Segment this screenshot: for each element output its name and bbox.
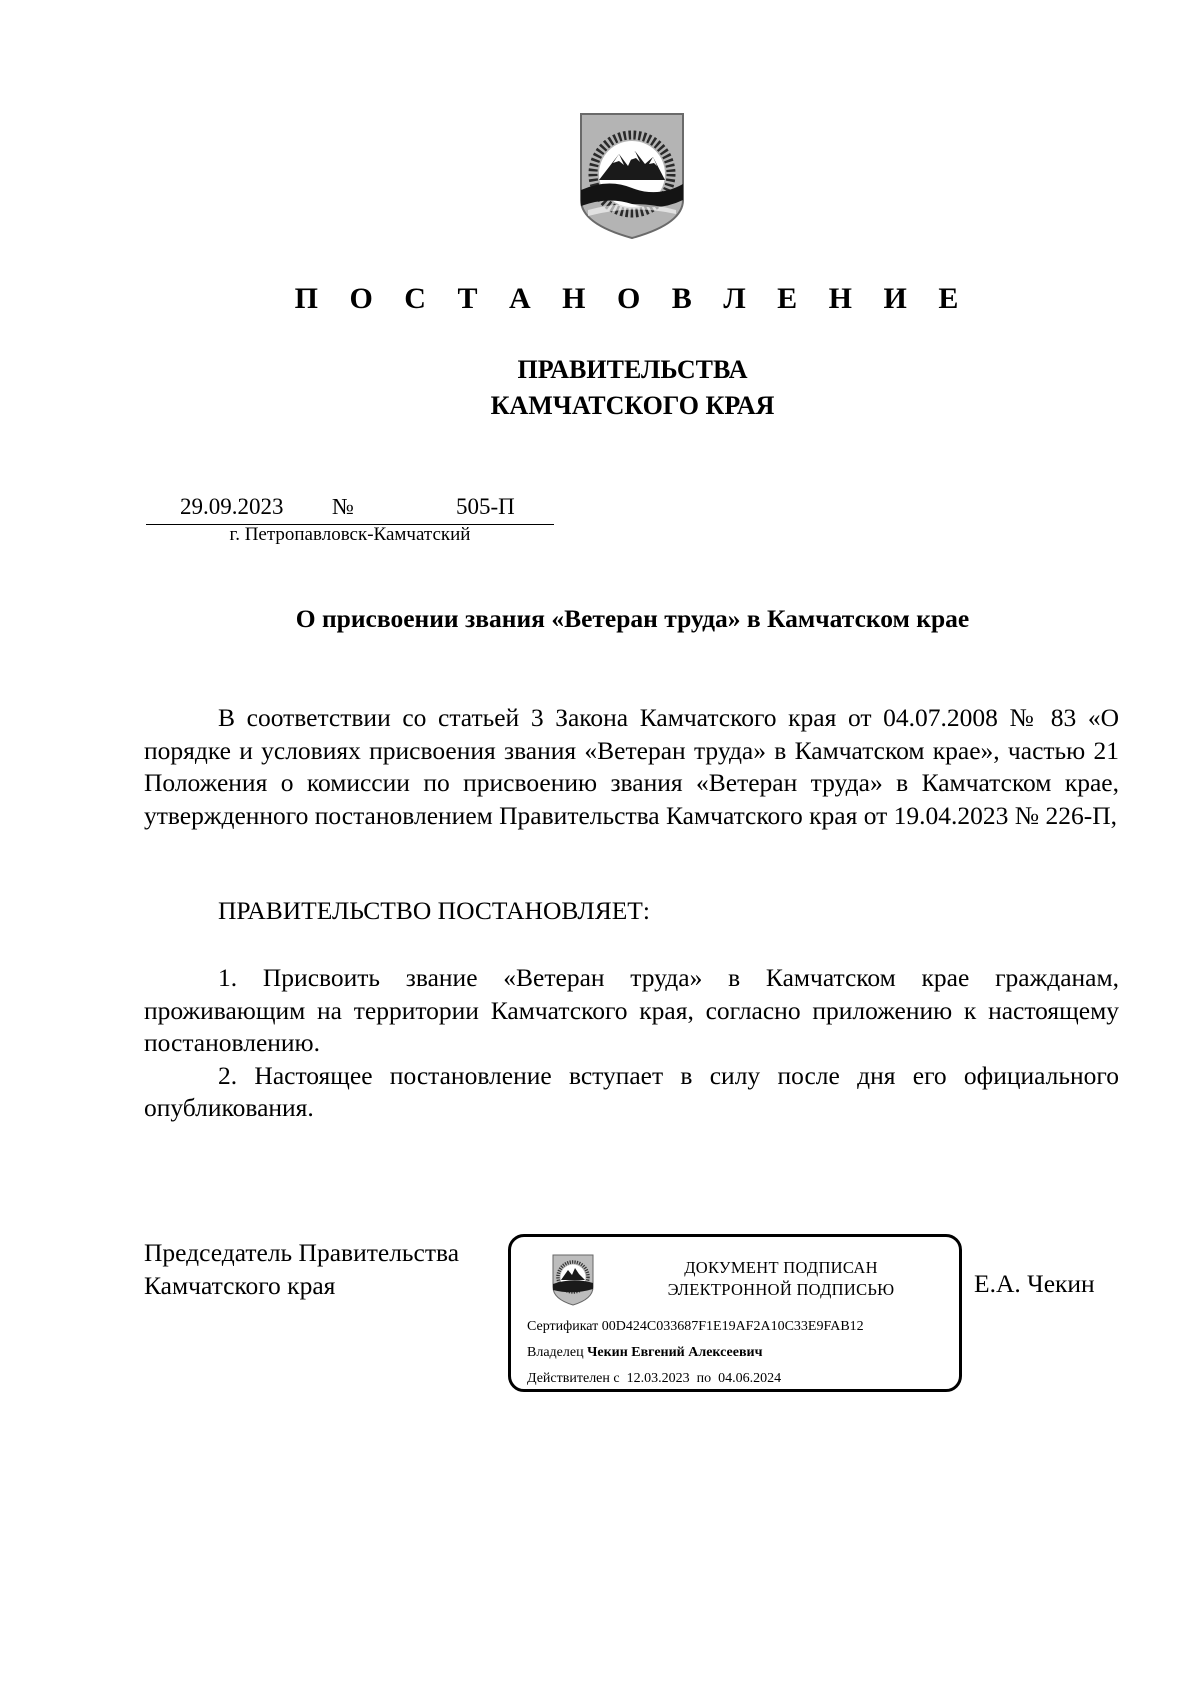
signatory-position [144,1236,459,1302]
number-sign: № [332,494,354,519]
electronic-signature-stamp [508,1234,962,1392]
preamble [144,702,1119,832]
stamp-owner [527,1345,762,1361]
registration-line [146,494,554,525]
document-type-title: П О С Т А Н О В Л Е Н И Е [294,282,971,315]
signatory-position-line-2: Камчатского края [144,1271,336,1300]
decree-item-1: 1. Присвоить звание «Ветеран труда» в Камчатском крае гражданам, проживающим на территории Камчатского края, согласно приложению к настоящему постановлению. [144,963,1119,1057]
stamp-heading-line-2: ЭЛЕКТРОННОЙ ПОДПИСЬЮ [667,1280,895,1299]
document-subject: О присвоении звания «Ветеран труда» в Камчатском крае [295,604,970,633]
document-number: 505-П [456,494,515,519]
stamp-heading [621,1257,941,1301]
valid-label: Действителен с [527,1371,620,1386]
owner-label: Владелец [527,1345,584,1360]
owner-value: Чекин Евгений Алексеевич [587,1345,763,1360]
signatory-name: Е.А. Чекин [974,1269,1095,1298]
valid-to: 04.06.2024 [718,1371,782,1386]
certificate-label: Сертификат [527,1319,599,1334]
valid-to-label: по [696,1371,712,1386]
stamp-coat-of-arms-icon [551,1253,595,1307]
signatory-position-line-1: Председатель Правительства [144,1238,460,1267]
stamp-heading-line-1: ДОКУМЕНТ ПОДПИСАН [684,1258,878,1277]
issuer-title [0,352,1200,424]
stamp-validity [527,1371,781,1387]
certificate-value: 00D424C033687F1E19AF2A10C33E9FAB12 [601,1319,864,1334]
coat-of-arms-icon [578,112,686,240]
decree-item-2: 2. Настоящее постановление вступает в силу после дня его официального опубликования. [144,1060,1119,1122]
preamble-text: В соответствии со статьей 3 Закона Камчатского края от 04.07.2008 № 83 «О порядке и условиях присвоения звания «Ветеран труда» в Камчатском крае», частью 21 Положения о комиссии по присвоению звания «Ветеран труда» в Камчатском крае, утвержденного постановлением Правительства Камчатского края от 19.04.2023 № 226-П, [144,703,1119,830]
document-date: 29.09.2023 [180,494,284,519]
stamp-certificate [527,1319,864,1335]
issue-city: г. Петропавловск-Камчатский [229,524,471,545]
decree-heading: ПРАВИТЕЛЬСТВО ПОСТАНОВЛЯЕТ: [218,896,650,925]
issuer-line-1: ПРАВИТЕЛЬСТВА [517,355,748,384]
valid-from: 12.03.2023 [626,1371,690,1386]
issuer-line-2: КАМЧАТСКОГО КРАЯ [490,391,775,420]
decree-items [144,962,1119,1125]
